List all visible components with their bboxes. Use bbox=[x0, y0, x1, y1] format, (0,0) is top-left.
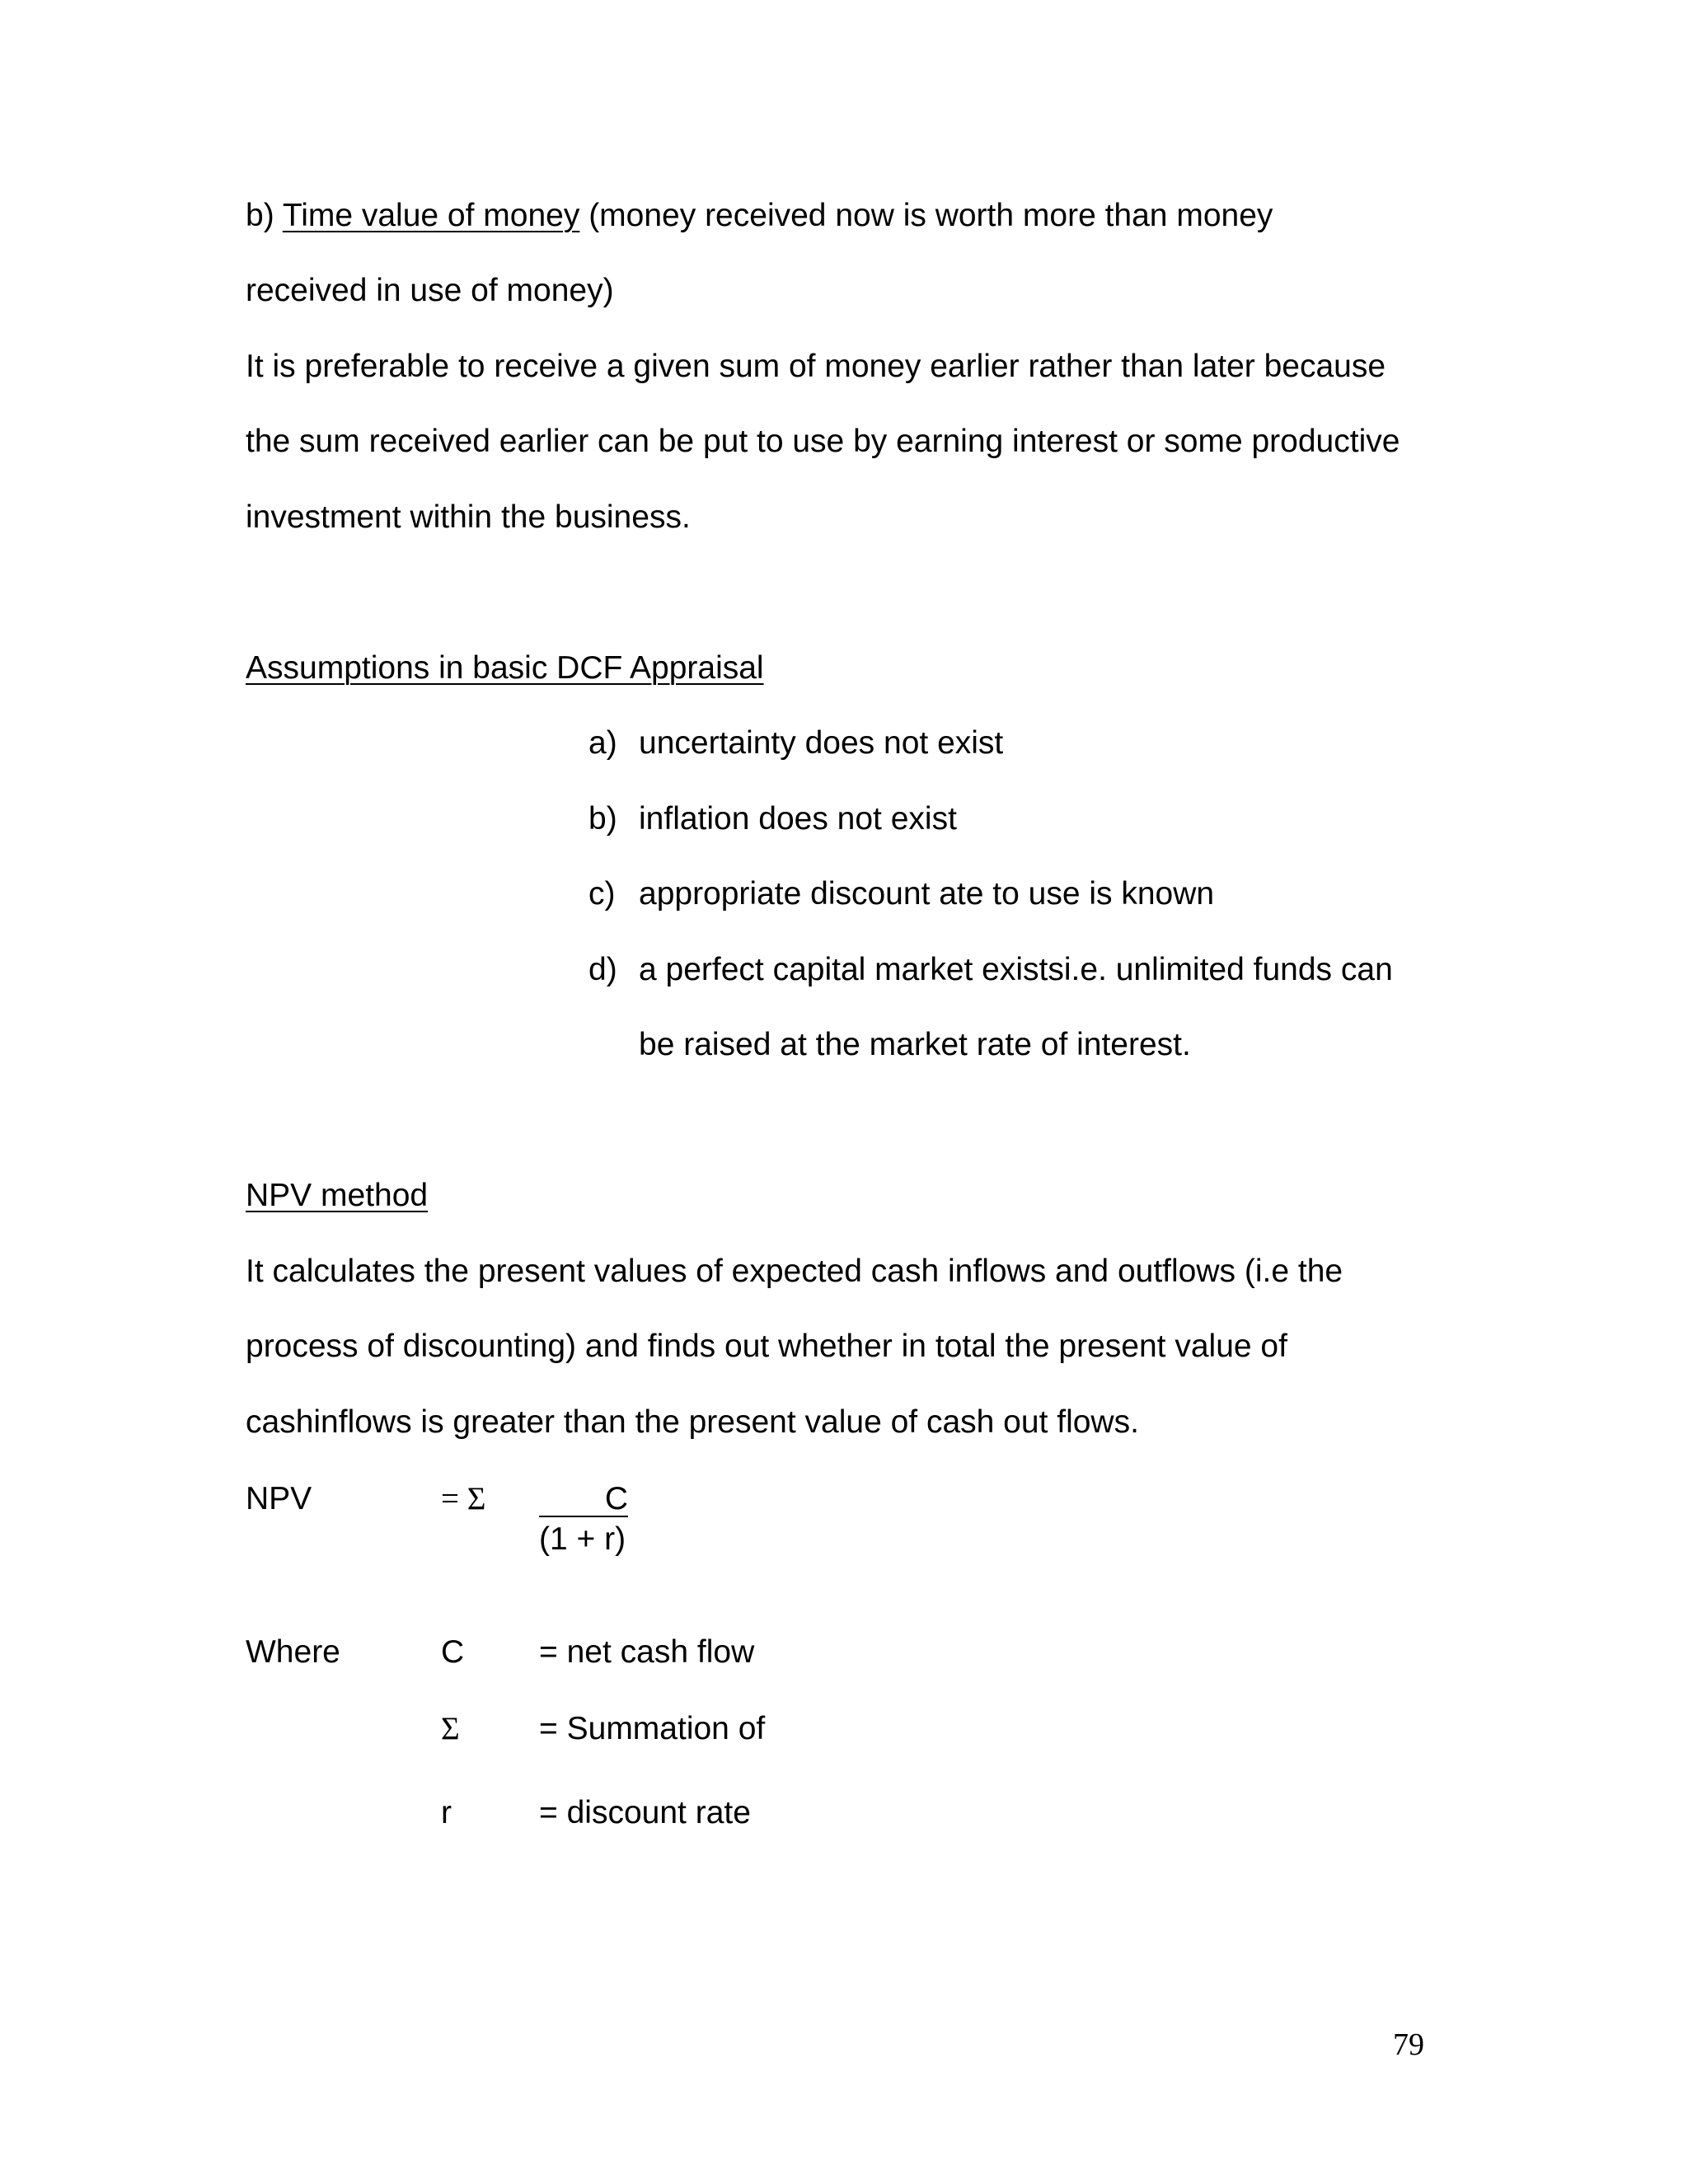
where-label: Where bbox=[246, 1634, 340, 1670]
section-b-heading-line bbox=[246, 199, 1273, 232]
section-b-paragraph-line: the sum received earlier can be put to use by earning interest or some productive bbox=[246, 424, 1400, 459]
npv-heading: NPV method bbox=[246, 1178, 429, 1213]
npv-paragraph-line: It calculates the present values of expected cash inflows and outflows (i.e the bbox=[246, 1254, 1343, 1289]
where-definition: = net cash flow bbox=[539, 1634, 755, 1670]
assumption-text: appropriate discount ate to use is known bbox=[639, 876, 1215, 912]
assumption-text: inflation does not exist bbox=[639, 801, 957, 837]
section-b-heading-suffix: (money received now is worth more than money bbox=[579, 198, 1273, 233]
where-symbol: r bbox=[441, 1795, 452, 1830]
formula-lhs: NPV bbox=[246, 1481, 312, 1516]
assumption-marker: b) bbox=[588, 801, 617, 837]
section-b-line2: received in use of money) bbox=[246, 273, 614, 308]
page-number: 79 bbox=[1393, 2027, 1424, 2062]
section-b-heading: Time value of money bbox=[282, 198, 580, 233]
section-b-paragraph-line: investment within the business. bbox=[246, 499, 691, 535]
npv-paragraph-line: process of discounting) and finds out whether in total the present value of bbox=[246, 1329, 1287, 1364]
assumption-text: a perfect capital market existsi.e. unlimited funds can bbox=[639, 952, 1393, 987]
assumption-marker: a) bbox=[588, 725, 617, 761]
formula-denominator: (1 + r) bbox=[539, 1521, 626, 1557]
formula-equals-sigma: = Σ bbox=[441, 1481, 486, 1516]
npv-paragraph-line: cashinflows is greater than the present value of cash out flows. bbox=[246, 1404, 1139, 1440]
assumption-continuation: be raised at the market rate of interest. bbox=[639, 1027, 1191, 1062]
section-b-prefix: b) bbox=[246, 198, 283, 233]
section-b-paragraph-line: It is preferable to receive a given sum of money earlier rather than later because bbox=[246, 349, 1386, 384]
assumption-text: uncertainty does not exist bbox=[639, 725, 1004, 761]
assumption-marker: d) bbox=[588, 952, 617, 987]
assumptions-heading: Assumptions in basic DCF Appraisal bbox=[246, 650, 764, 686]
where-symbol: Σ bbox=[441, 1711, 460, 1746]
where-definition: = discount rate bbox=[539, 1795, 751, 1830]
assumption-marker: c) bbox=[588, 876, 616, 912]
formula-numerator: C bbox=[539, 1483, 628, 1517]
where-definition: = Summation of bbox=[539, 1711, 766, 1746]
where-symbol: C bbox=[441, 1634, 465, 1670]
